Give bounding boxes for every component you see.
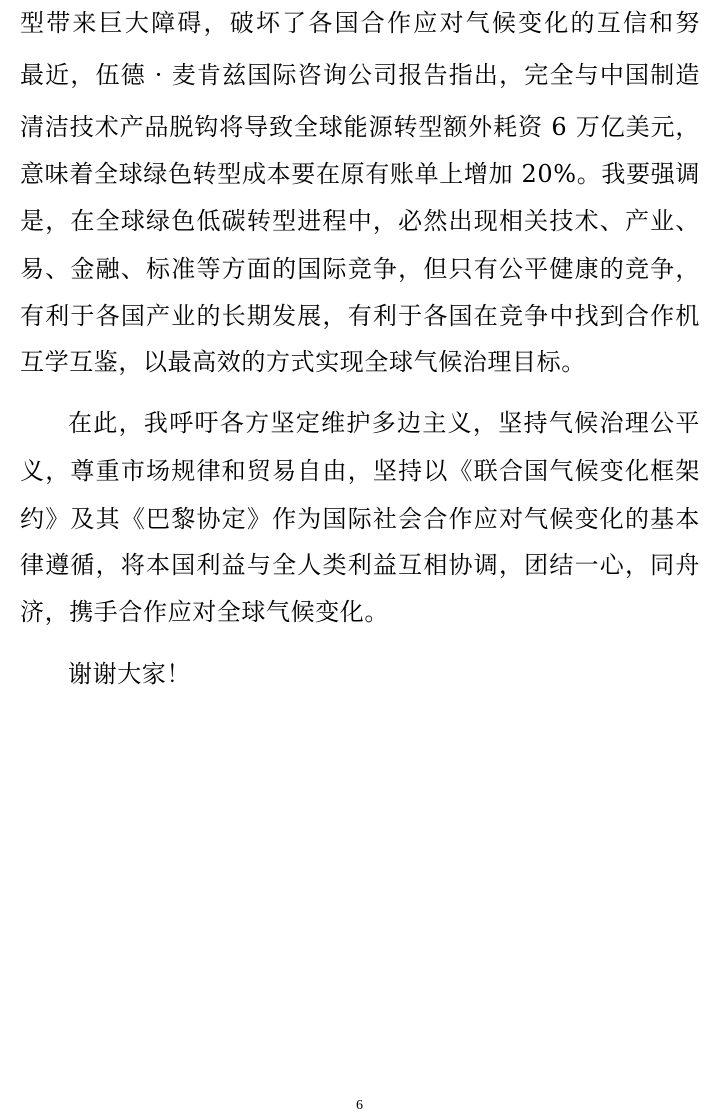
text-line: 清洁技术产品脱钩将导致全球能源转型额外耗资 6 万亿美元， xyxy=(20,113,700,141)
text-line: 型带来巨大障碍，破坏了各国合作应对气候变化的互信和努 xyxy=(20,9,700,37)
text-line: 是，在全球绿色低碳转型进程中，必然出现相关技术、产业、 xyxy=(20,207,700,235)
text-line: 义，尊重市场规律和贸易自由，坚持以《联合国气候变化框架 xyxy=(20,457,700,485)
text-line: 在此，我呼吁各方坚定维护多边主义，坚持气候治理公平 xyxy=(68,409,700,437)
text-line: 易、金融、标准等方面的国际竞争，但只有公平健康的竞争， xyxy=(20,255,700,283)
page-number: 6 xyxy=(356,1098,363,1113)
text-line: 有利于各国产业的长期发展，有利于各国在竞争中找到合作机 xyxy=(20,302,700,330)
text-line: 互学互鉴，以最高效的方式实现全球气候治理目标。 xyxy=(20,348,586,376)
text-line: 约》及其《巴黎协定》作为国际社会合作应对气候变化的基本 xyxy=(20,505,700,533)
closing-line: 谢谢大家！ xyxy=(68,660,191,688)
text-line: 济，携手合作应对全球气候变化。 xyxy=(20,598,389,626)
text-line: 最近，伍德 · 麦肯兹国际咨询公司报告指出，完全与中国制造 xyxy=(20,61,700,89)
text-line: 律遵循，将本国利益与全人类利益互相协调，团结一心，同舟 xyxy=(20,551,700,579)
text-line: 意味着全球绿色转型成本要在原有账单上增加 20%。我要强调 xyxy=(20,160,700,188)
